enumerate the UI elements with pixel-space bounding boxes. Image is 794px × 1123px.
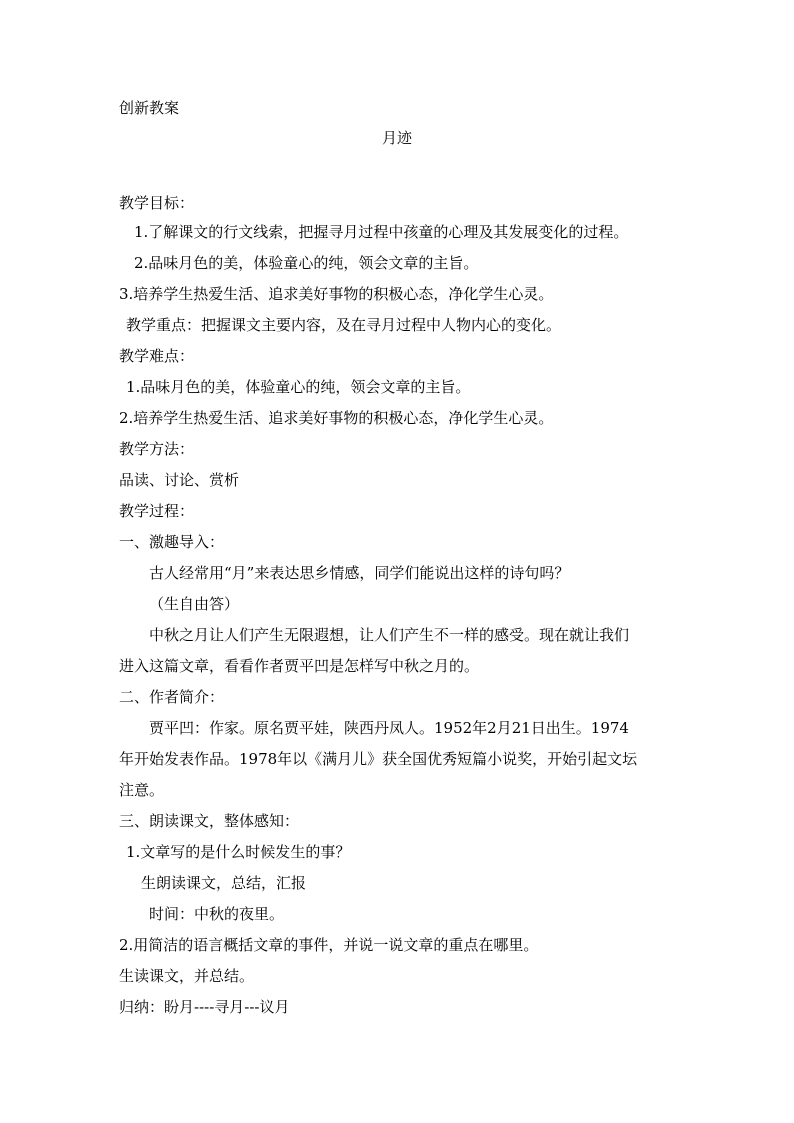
paragraph-line: 贾平凹：作家。原名贾平娃，陕西丹凤人。1952年2月21日出生。1974	[149, 719, 629, 737]
paragraph-line: 生读课文，并总结。	[119, 967, 255, 985]
section-heading: 教学方法：	[119, 440, 195, 458]
paragraph-line: 注意。	[119, 781, 165, 799]
document-title: 月迹	[381, 129, 412, 147]
paragraph-line: 时间：中秋的夜里。	[149, 905, 285, 923]
section-heading: 教学难点：	[119, 347, 195, 365]
document-header: 创新教案	[119, 99, 180, 117]
paragraph-line: 2.培养学生热爱生活、追求美好事物的积极心态，净化学生心灵。	[119, 409, 554, 427]
section-heading: 教学过程：	[119, 502, 195, 520]
section-heading: 三、朗读课文，整体感知：	[119, 812, 300, 830]
paragraph-line: 归纳：盼月----寻月---议月	[119, 998, 290, 1016]
section-heading: 教学目标：	[119, 194, 195, 212]
paragraph-line: 品读、讨论、赏析	[119, 471, 240, 489]
paragraph-line: 年开始发表作品。1978年以《满月儿》获全国优秀短篇小说奖，开始引起文坛	[119, 750, 638, 768]
section-heading: 一、激趣导入：	[119, 533, 225, 551]
paragraph-line: 1.了解课文的行文线索，把握寻月过程中孩童的心理及其发展变化的过程。	[134, 223, 629, 241]
paragraph-line: 3.培养学生热爱生活、追求美好事物的积极心态，净化学生心灵。	[119, 285, 554, 303]
paragraph-line: 进入这篇文章，看看作者贾平凹是怎样写中秋之月的。	[119, 657, 480, 675]
paragraph-line: 2.用简洁的语言概括文章的事件，并说一说文章的重点在哪里。	[119, 936, 539, 954]
paragraph-line: 古人经常用“月”来表达思乡情感，同学们能说出这样的诗句吗？	[149, 564, 570, 582]
paragraph-line: 中秋之月让人们产生无限遐想，让人们产生不一样的感受。现在就让我们	[149, 626, 630, 644]
paragraph-line: （生自由答）	[149, 595, 240, 613]
paragraph-line: 2.品味月色的美，体验童心的纯，领会文章的主旨。	[134, 254, 479, 272]
paragraph-line: 1.品味月色的美，体验童心的纯，领会文章的主旨。	[126, 378, 471, 396]
paragraph-line: 教学重点：把握课文主要内容，及在寻月过程中人物内心的变化。	[126, 316, 562, 334]
paragraph-line: 生朗读课文，总结，汇报	[141, 874, 307, 892]
paragraph-line: 1.文章写的是什么时候发生的事？	[126, 843, 351, 861]
section-heading: 二、作者简介：	[119, 688, 225, 706]
